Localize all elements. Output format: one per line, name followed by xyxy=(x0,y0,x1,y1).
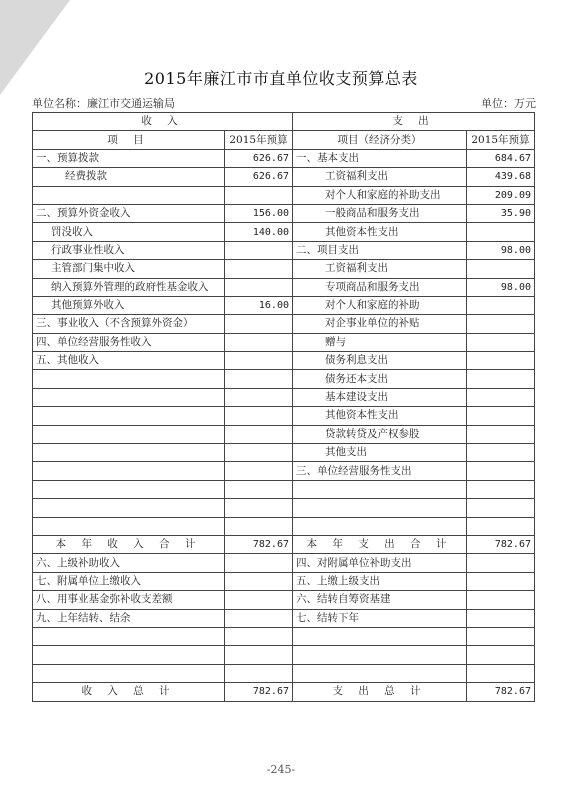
income-budget-cell: 140.00 xyxy=(225,223,293,241)
income-item-header: 项 目 xyxy=(33,131,225,149)
income-budget-cell xyxy=(225,499,293,517)
page-title: 2015年廉江市市直单位收支预算总表 xyxy=(144,69,418,88)
income-item-cell xyxy=(33,499,225,517)
expense-item-cell: 五、上缴上级支出 xyxy=(293,572,467,590)
income-item-cell xyxy=(33,186,225,204)
income-budget-cell xyxy=(225,572,293,590)
expense-item-cell: 对个人和家庭的补助 xyxy=(293,296,467,314)
income-item-cell: 纳入预算外管理的政府性基金收入 xyxy=(33,278,225,296)
income-budget-cell xyxy=(225,444,293,462)
table-row xyxy=(33,352,535,370)
income-budget-cell xyxy=(225,462,293,480)
income-budget-cell xyxy=(225,609,293,627)
income-item-cell xyxy=(33,370,225,388)
income-budget-cell xyxy=(225,407,293,425)
expense-budget-cell: 782.67 xyxy=(467,535,535,553)
table-row xyxy=(33,315,535,333)
income-item-cell xyxy=(33,627,225,645)
table-row xyxy=(33,535,535,553)
income-budget-cell: 16.00 xyxy=(225,296,293,314)
table-row xyxy=(33,425,535,443)
income-budget-cell xyxy=(225,591,293,609)
expense-item-cell xyxy=(293,499,467,517)
expense-budget-cell xyxy=(467,260,535,278)
expense-item-cell: 二、项目支出 xyxy=(293,241,467,259)
expense-budget-cell: 684.67 xyxy=(467,149,535,167)
income-item-cell: 三、事业收入（不含预算外资金） xyxy=(33,315,225,333)
table-row xyxy=(33,664,535,682)
expense-budget-cell: 782.67 xyxy=(467,683,535,701)
table-row xyxy=(33,499,535,517)
income-budget-cell xyxy=(225,352,293,370)
unit-measure: 单位：万元 xyxy=(481,97,536,110)
expense-item-cell: 其他资本性支出 xyxy=(293,223,467,241)
income-item-cell: 收 入 总 计 xyxy=(33,683,225,701)
unit-info-row xyxy=(32,95,536,111)
income-budget-cell xyxy=(225,315,293,333)
expense-item-cell: 工资福利支出 xyxy=(293,260,467,278)
income-item-cell xyxy=(33,664,225,682)
table-row xyxy=(33,333,535,351)
income-item-cell xyxy=(33,388,225,406)
expense-item-cell: 一、基本支出 xyxy=(293,149,467,167)
income-item-cell: 经费拨款 xyxy=(33,168,225,186)
table-row xyxy=(33,627,535,645)
expense-item-cell xyxy=(293,627,467,645)
income-budget-cell xyxy=(225,186,293,204)
income-budget-header: 2015年预算 xyxy=(225,131,293,149)
table-row xyxy=(33,296,535,314)
expense-budget-cell: 98.00 xyxy=(467,278,535,296)
income-item-cell xyxy=(33,425,225,443)
expense-budget-cell xyxy=(467,388,535,406)
table-row xyxy=(33,609,535,627)
income-section-header: 收 入 xyxy=(33,113,293,131)
expense-budget-cell xyxy=(467,444,535,462)
income-budget-cell xyxy=(225,260,293,278)
table-row xyxy=(33,462,535,480)
expense-item-header: 项目（经济分类） xyxy=(293,131,467,149)
income-item-cell xyxy=(33,444,225,462)
expense-item-cell: 贷款转贷及产权参股 xyxy=(293,425,467,443)
expense-item-cell: 债务还本支出 xyxy=(293,370,467,388)
expense-budget-cell xyxy=(467,480,535,498)
income-item-cell: 其他预算外收入 xyxy=(33,296,225,314)
expense-item-cell: 其他资本性支出 xyxy=(293,407,467,425)
table-row xyxy=(33,260,535,278)
unit-name: 单位名称：廉江市交通运输局 xyxy=(32,97,175,110)
table-row xyxy=(33,370,535,388)
income-budget-cell: 626.67 xyxy=(225,168,293,186)
expense-budget-cell xyxy=(467,609,535,627)
income-item-cell xyxy=(33,462,225,480)
income-item-cell: 九、上年结转、结余 xyxy=(33,609,225,627)
table-row xyxy=(33,186,535,204)
expense-item-cell: 四、对附属单位补助支出 xyxy=(293,554,467,572)
income-item-cell: 本 年 收 入 合 计 xyxy=(33,535,225,553)
expense-budget-cell xyxy=(467,223,535,241)
table-row xyxy=(33,444,535,462)
table-row xyxy=(33,683,535,701)
income-budget-cell xyxy=(225,333,293,351)
income-item-cell: 二、预算外资金收入 xyxy=(33,204,225,222)
income-item-cell xyxy=(33,480,225,498)
income-item-cell: 主管部门集中收入 xyxy=(33,260,225,278)
expense-item-cell: 七、结转下年 xyxy=(293,609,467,627)
expense-item-cell: 六、结转自筹资基建 xyxy=(293,591,467,609)
expense-budget-cell xyxy=(467,572,535,590)
income-budget-cell xyxy=(225,241,293,259)
expense-item-cell: 工资福利支出 xyxy=(293,168,467,186)
budget-table xyxy=(32,112,535,702)
income-item-cell: 六、上级补助收入 xyxy=(33,554,225,572)
expense-item-cell: 对个人和家庭的补助支出 xyxy=(293,186,467,204)
income-budget-cell: 782.67 xyxy=(225,683,293,701)
income-budget-cell xyxy=(225,370,293,388)
income-item-cell xyxy=(33,407,225,425)
expense-item-cell xyxy=(293,517,467,535)
expense-budget-cell xyxy=(467,499,535,517)
table-row xyxy=(33,407,535,425)
income-budget-cell xyxy=(225,517,293,535)
expense-item-cell xyxy=(293,646,467,664)
income-item-cell: 八、用事业基金弥补收支差额 xyxy=(33,591,225,609)
expense-budget-cell xyxy=(467,370,535,388)
expense-item-cell: 其他支出 xyxy=(293,444,467,462)
income-item-cell: 四、单位经营服务性收入 xyxy=(33,333,225,351)
table-row xyxy=(33,517,535,535)
expense-budget-cell xyxy=(467,296,535,314)
expense-budget-cell: 209.09 xyxy=(467,186,535,204)
income-budget-cell xyxy=(225,480,293,498)
expense-item-cell: 债务利息支出 xyxy=(293,352,467,370)
expense-budget-cell xyxy=(467,646,535,664)
income-budget-cell xyxy=(225,425,293,443)
expense-budget-cell: 98.00 xyxy=(467,241,535,259)
table-row xyxy=(33,168,535,186)
expense-budget-cell xyxy=(467,425,535,443)
expense-budget-cell xyxy=(467,664,535,682)
income-item-cell: 一、预算拨款 xyxy=(33,149,225,167)
table-row xyxy=(33,572,535,590)
income-budget-cell: 156.00 xyxy=(225,204,293,222)
income-budget-cell xyxy=(225,646,293,664)
table-row xyxy=(33,241,535,259)
income-budget-cell xyxy=(225,664,293,682)
income-budget-cell xyxy=(225,554,293,572)
table-row xyxy=(33,388,535,406)
expense-budget-cell xyxy=(467,591,535,609)
expense-budget-header: 2015年预算 xyxy=(467,131,535,149)
expense-item-cell: 本 年 支 出 合 计 xyxy=(293,535,467,553)
table-row xyxy=(33,149,535,167)
income-budget-cell xyxy=(225,627,293,645)
income-item-cell xyxy=(33,646,225,664)
table-row xyxy=(33,223,535,241)
expense-item-cell: 一般商品和服务支出 xyxy=(293,204,467,222)
income-item-cell: 罚没收入 xyxy=(33,223,225,241)
income-budget-cell: 782.67 xyxy=(225,535,293,553)
table-row xyxy=(33,278,535,296)
income-item-cell xyxy=(33,517,225,535)
expense-budget-cell xyxy=(467,462,535,480)
income-item-cell: 七、附属单位上缴收入 xyxy=(33,572,225,590)
expense-budget-cell xyxy=(467,333,535,351)
table-row xyxy=(33,204,535,222)
expense-budget-cell xyxy=(467,517,535,535)
expense-budget-cell xyxy=(467,315,535,333)
income-item-cell: 行政事业性收入 xyxy=(33,241,225,259)
expense-budget-cell xyxy=(467,352,535,370)
expense-item-cell: 支 出 总 计 xyxy=(293,683,467,701)
expense-item-cell: 基本建设支出 xyxy=(293,388,467,406)
income-budget-cell xyxy=(225,388,293,406)
table-row xyxy=(33,591,535,609)
expense-item-cell: 三、单位经营服务性支出 xyxy=(293,462,467,480)
expense-budget-cell xyxy=(467,554,535,572)
table-row xyxy=(33,646,535,664)
expense-budget-cell xyxy=(467,627,535,645)
income-budget-cell xyxy=(225,278,293,296)
expense-item-cell xyxy=(293,664,467,682)
expense-budget-cell: 439.68 xyxy=(467,168,535,186)
document-page xyxy=(26,0,536,800)
expense-item-cell: 赠与 xyxy=(293,333,467,351)
page-number: -245- xyxy=(266,763,296,776)
expense-budget-cell: 35.90 xyxy=(467,204,535,222)
table-row xyxy=(33,480,535,498)
expense-section-header: 支 出 xyxy=(293,113,535,131)
income-item-cell: 五、其他收入 xyxy=(33,352,225,370)
header-column-row xyxy=(33,131,535,149)
expense-item-cell xyxy=(293,480,467,498)
header-section-row xyxy=(33,113,535,131)
table-row xyxy=(33,554,535,572)
expense-item-cell: 对企事业单位的补贴 xyxy=(293,315,467,333)
expense-item-cell: 专项商品和服务支出 xyxy=(293,278,467,296)
expense-budget-cell xyxy=(467,407,535,425)
income-budget-cell: 626.67 xyxy=(225,149,293,167)
